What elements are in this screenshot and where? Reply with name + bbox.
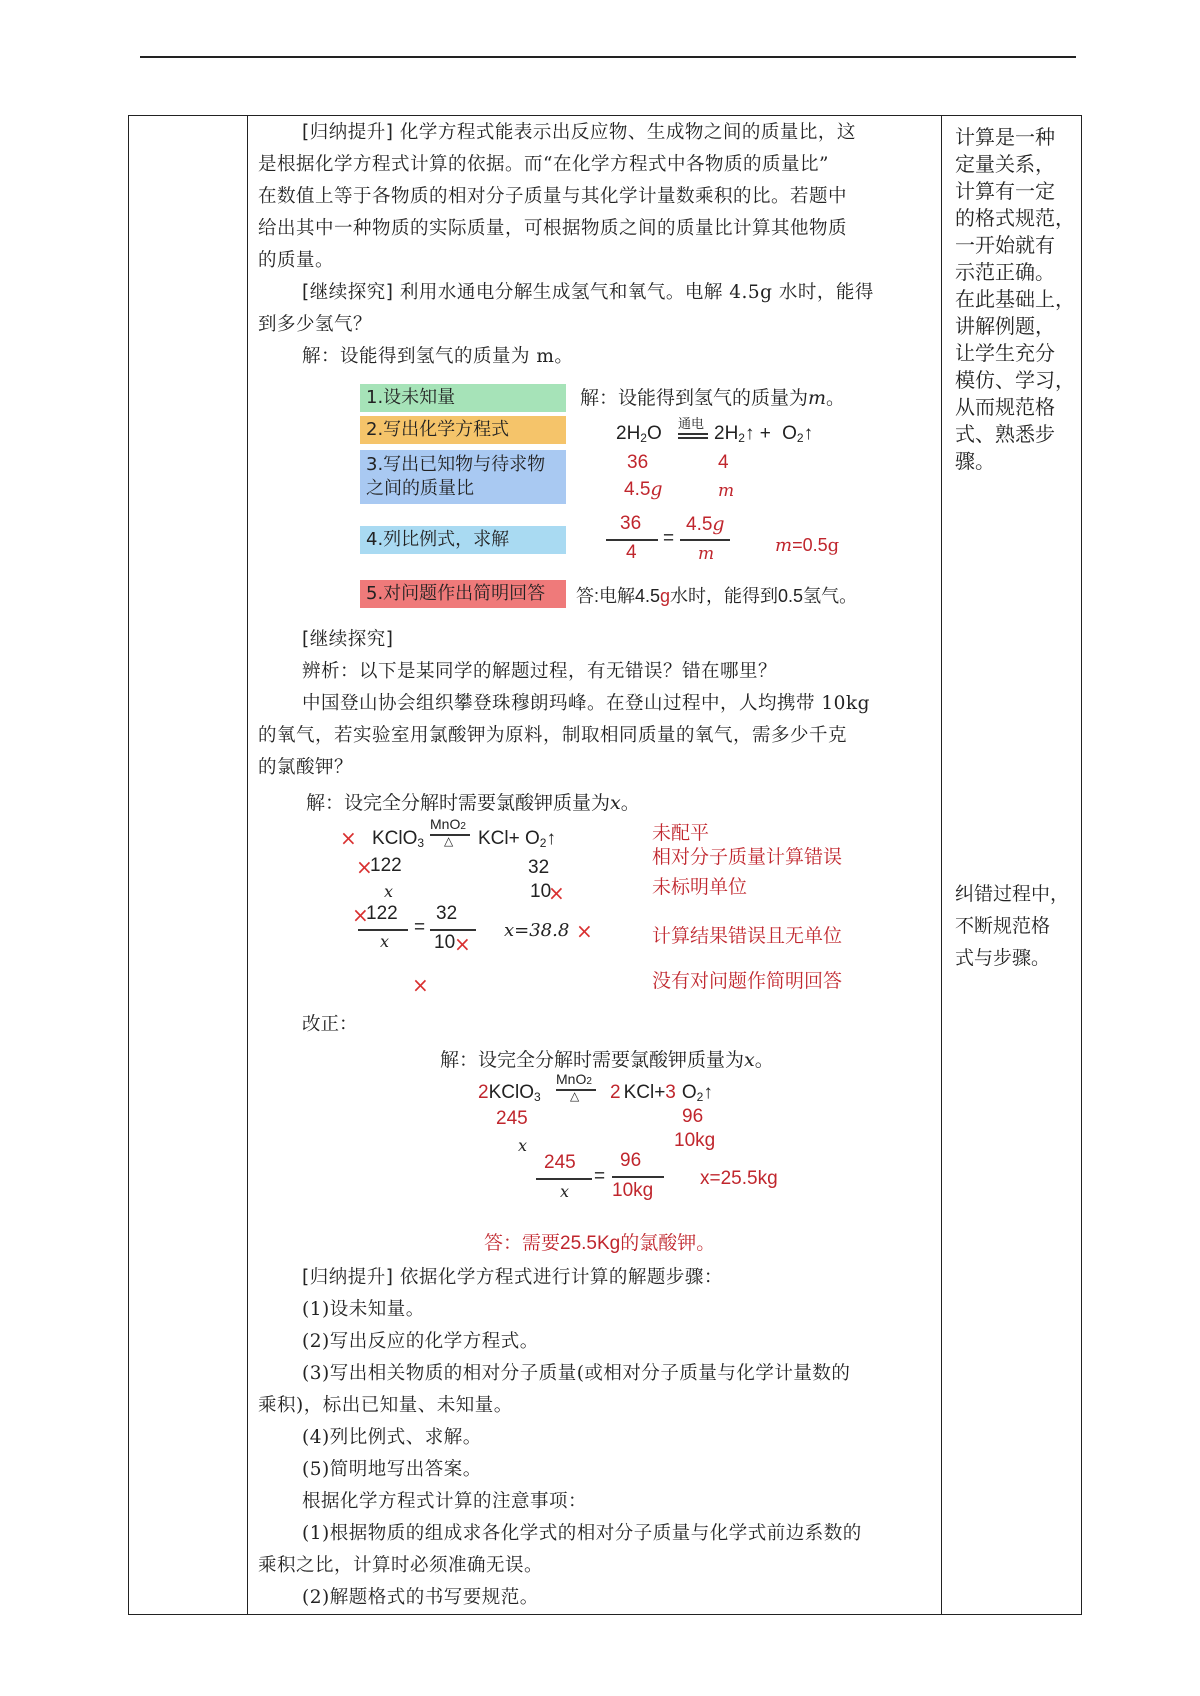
side-note-line: 不断规范格 <box>955 915 1051 937</box>
correct-known: 10kg <box>674 1130 716 1151</box>
wrong-mass-1: 122 <box>370 855 402 876</box>
side-note-1 <box>955 124 1075 475</box>
wrong-frac-den-1: x <box>380 932 390 951</box>
fraction-bar <box>680 539 730 541</box>
side-note-line: 示范正确。 <box>955 260 1055 284</box>
step-5: 5.对问题作出简明回答 <box>360 580 566 608</box>
correct-var-x: x <box>518 1136 528 1155</box>
list-item: 乘积)，标出已知量、未知量。 <box>258 1395 513 1416</box>
steps-summary: [归纳提升] 依据化学方程式进行计算的解题步骤： (1)设未知量。 (2)写出反应的化学方程式。 (3)写出相关物质的相对分子质量(或相对分子质量与化学计量数的 乘积)，标出已知量、未知量。 (4)列比例式、求解。 (5)简明地写出答案。 根据化学方程式计算的注意事项： (1)根据物质的组成求各化学式的相对分子质量与化学式前边系数的 乘积之比，计算时必须准确无误。 (2)解题格式的书写要规范。 <box>258 1262 938 1614</box>
mass-36: 36 <box>627 452 649 473</box>
side-note-line: 定量关系， <box>955 152 1055 176</box>
list-item: (2)解题格式的书写要规范。 <box>302 1587 539 1608</box>
wrong-products: $KCl+ O_2↑$ <box>478 828 556 850</box>
wrong-var-x: x <box>384 882 394 901</box>
water-products: $2H_2↑$ + $O_2↑$ <box>714 423 814 445</box>
correct-frac-den-2: 10kg <box>612 1180 654 1201</box>
header-rule <box>140 56 1076 58</box>
unknown-mass: m <box>718 481 735 501</box>
list-item: (1)根据物质的组成求各化学式的相对分子质量与化学式前边系数的 <box>302 1523 862 1544</box>
step-3: 3.写出已知物与待求物 之间的质量比 <box>360 450 566 504</box>
heat-symbol: △ <box>570 1089 580 1103</box>
fraction-bar <box>612 1176 664 1178</box>
error-note-2: 相对分子质量计算错误 <box>652 847 843 868</box>
correct-frac-num-2: 96 <box>620 1150 642 1171</box>
error-mark: × <box>576 919 593 943</box>
wrong-equation: KClO$_3$ <box>372 828 425 850</box>
error-mark: × <box>454 932 471 956</box>
error-note-4: 计算结果错误且无单位 <box>652 926 843 947</box>
section-tag: [归纳提升] <box>302 1267 394 1288</box>
side-note-line: 计算有一定 <box>955 179 1055 203</box>
correct-frac-den-1: x <box>560 1182 570 1201</box>
section-tag: [继续探究] <box>302 629 394 650</box>
error-mark: × <box>356 855 373 879</box>
side-note-line: 在此基础上， <box>955 287 1075 311</box>
section-tag: [继续探究] <box>302 282 394 303</box>
correct-result: x=25.5kg <box>700 1168 778 1189</box>
wrong-frac-den-2: 10 <box>434 932 456 953</box>
section-tag: [归纳提升] <box>302 122 394 143</box>
correct-mass-2: 96 <box>682 1106 704 1127</box>
summary-paragraph: [归纳提升] 化学方程式能表示出反应物、生成物之间的质量比，这 是根据化学方程式计算的依据。而“在化学方程式中各物质的质量比” 在数值上等于各物质的相对分子质量与其化学计量数乘积的比。若题中 给出其中一种物质的实际质量，可根据物质之间的质量比计算其他物质 的质量。 <box>258 122 856 271</box>
list-item: (2)写出反应的化学方程式。 <box>302 1331 539 1352</box>
side-note-2 <box>955 878 1069 974</box>
wrong-solution-text: 解：设完全分解时需要氯酸钾质量为x。 <box>306 792 640 814</box>
step-2: 2.写出化学方程式 <box>360 416 566 444</box>
error-mark: × <box>352 903 369 927</box>
fraction-bar <box>536 1178 592 1180</box>
side-note-line: 一开始就有 <box>955 233 1055 257</box>
side-note-line: 从而规范格 <box>955 395 1055 419</box>
side-note-line: 讲解例题， <box>955 314 1055 338</box>
equals-sign: = <box>414 917 426 938</box>
side-note-line: 的格式规范， <box>955 206 1075 230</box>
correction-title: 改正： <box>302 1013 358 1034</box>
wrong-frac-num-1: 122 <box>366 903 398 924</box>
explore-paragraph: [继续探究] 利用水通电分解生成氢气和氧气。电解 4.5g 水时，能得 到多少氢气？ 解：设能得到氢气的质量为 m。 <box>258 282 874 367</box>
side-note-line: 让学生充分 <box>955 341 1055 365</box>
column-divider <box>247 116 248 1614</box>
error-note-1: 未配平 <box>652 823 710 844</box>
side-note-line: 式、熟悉步 <box>955 422 1055 446</box>
correct-frac-num-1: 245 <box>544 1152 576 1173</box>
side-note-line: 式与步骤。 <box>955 947 1051 969</box>
list-item: 根据化学方程式计算的注意事项： <box>302 1491 588 1512</box>
heat-symbol: △ <box>444 834 454 848</box>
error-note-3: 未标明单位 <box>652 877 748 898</box>
wrong-known: 10 <box>530 881 552 902</box>
correct-mass-1: 245 <box>496 1108 528 1129</box>
catalyst: MnO2 <box>556 1071 592 1087</box>
fraction-bar <box>606 539 658 541</box>
correct-solution-text: 解：设完全分解时需要氯酸钾质量为x。 <box>440 1049 774 1071</box>
correct-products: 2 KCl+3 $O_2↑$ <box>610 1082 713 1104</box>
mass-4: 4 <box>718 452 729 473</box>
water-equation: $2H_2O$ <box>616 423 662 445</box>
fraction-bar <box>358 929 408 931</box>
result-m: m=0.5g <box>775 535 840 556</box>
list-item: (1)设未知量。 <box>302 1299 425 1320</box>
wrong-mass-2: 32 <box>528 857 550 878</box>
equals-sign: = <box>594 1166 606 1187</box>
equals-sign: = <box>663 528 675 549</box>
list-item: 乘积之比，计算时必须准确无误。 <box>258 1555 544 1576</box>
correct-answer: 答：需要25.5Kg的氯酸钾。 <box>484 1233 716 1254</box>
eq-sign <box>678 433 708 435</box>
frac-den-4: 4 <box>626 542 637 563</box>
correct-equation: 2KClO$_3$ <box>478 1082 541 1104</box>
side-note-line: 纠错过程中， <box>955 883 1070 905</box>
wrong-result: x=38.8 <box>504 920 570 941</box>
catalyst: MnO2 <box>430 816 466 832</box>
list-item: (3)写出相关物质的相对分子质量(或相对分子质量与化学计量数的 <box>302 1363 851 1384</box>
known-mass: 4.5g <box>624 478 663 500</box>
step-4: 4.列比例式，求解 <box>360 526 566 554</box>
set-unknown-text: 解：设能得到氢气的质量为m。 <box>580 387 846 409</box>
eq-condition: 通电 <box>678 416 705 431</box>
error-note-5: 没有对问题作简明回答 <box>652 971 843 992</box>
list-item: (5)简明地写出答案。 <box>302 1459 482 1480</box>
frac-den-m: m <box>698 544 715 564</box>
side-note-line: 模仿、学习， <box>955 368 1075 392</box>
error-mark: × <box>340 826 357 850</box>
fraction-bar <box>430 929 476 931</box>
frac-num-36: 36 <box>620 513 642 534</box>
analysis-paragraph: [继续探究] 辨析：以下是某同学的解题过程，有无错误？错在哪里？ 中国登山协会组织攀登珠穆朗玛峰。在登山过程中，人均携带 10kg 的氧气，若实验室用氯酸钾为原料，制取相同质量的氧气，需多少千克 的氯酸钾？ <box>258 629 870 778</box>
step-1: 1.设未知量 <box>360 384 566 412</box>
list-item: (4)列比例式、求解。 <box>302 1427 482 1448</box>
side-note-line: 骤。 <box>955 449 995 473</box>
error-mark: × <box>412 973 429 997</box>
error-mark: × <box>548 881 565 905</box>
side-note-line: 计算是一种 <box>955 125 1055 149</box>
answer-text: 答:电解4.5g水时，能得到0.5氢气。 <box>576 586 858 606</box>
column-divider <box>941 116 942 1614</box>
eq-sign <box>678 437 708 439</box>
wrong-frac-num-2: 32 <box>436 903 458 924</box>
frac-num-45g: 4.5g <box>686 513 725 535</box>
